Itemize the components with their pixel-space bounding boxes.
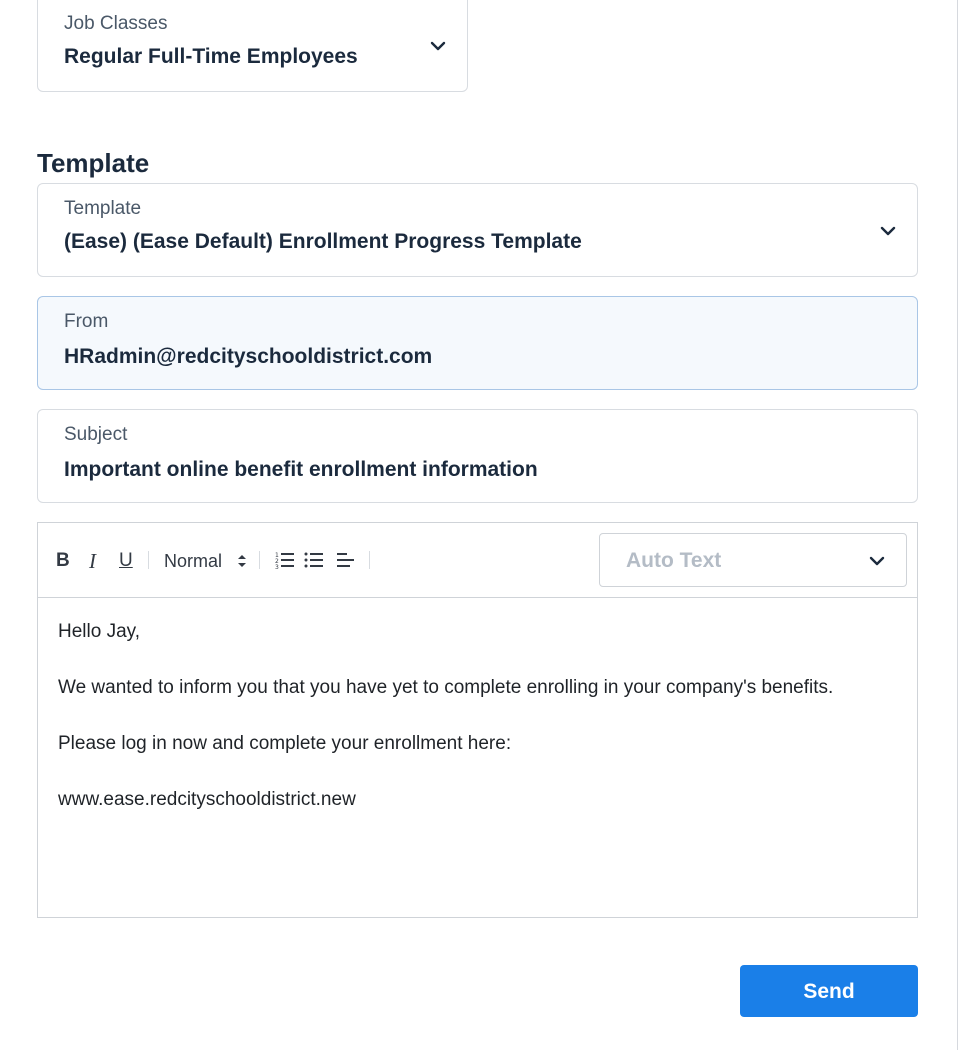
job-classes-value: Regular Full-Time Employees [64,45,358,68]
email-line: We wanted to inform you that you have yet to complete enrolling in your company's benefits. [58,677,834,698]
bullet-list-icon[interactable] [304,551,324,569]
job-classes-label: Job Classes [64,13,168,34]
svg-text:1: 1 [275,552,279,559]
auto-text-placeholder: Auto Text [626,549,722,572]
email-greeting: Hello Jay, [58,621,141,642]
chevron-down-icon [868,555,886,567]
subject-field[interactable] [37,409,918,503]
message-editor [37,522,918,918]
toolbar-separator [369,551,370,569]
toolbar-separator [148,551,149,569]
editor-toolbar [38,523,917,598]
template-section-title: Template [37,148,150,178]
svg-text:2: 2 [275,558,279,565]
email-link[interactable]: www.ease.redcityschooldistrict.new [58,789,356,810]
template-label: Template [64,198,142,219]
from-label: From [64,311,109,332]
format-select[interactable] [164,549,222,573]
ordered-list-icon[interactable] [275,551,295,569]
email-line: Please log in now and complete your enrollment here: [58,733,512,754]
bold-button[interactable]: B [56,550,70,571]
underline-button[interactable]: U [119,550,133,571]
italic-button[interactable]: I [89,549,96,573]
chevron-down-icon [879,225,897,237]
toolbar-separator [259,551,260,569]
sort-arrows-icon [237,554,247,568]
from-field[interactable] [37,296,918,390]
align-left-icon[interactable] [336,551,356,569]
from-value[interactable]: HRadmin@redcityschooldistrict.com [64,345,433,368]
auto-text-select[interactable] [599,533,907,587]
panel-divider [957,0,958,1050]
send-button[interactable]: Send [740,965,918,1017]
svg-text:3: 3 [275,564,279,569]
template-select[interactable] [37,183,918,277]
job-classes-select[interactable] [37,0,468,92]
format-select-label: Normal [164,551,223,571]
subject-value[interactable]: Important online benefit enrollment information [64,458,538,481]
subject-label: Subject [64,424,128,445]
chevron-down-icon [429,40,447,52]
template-value: (Ease) (Ease Default) Enrollment Progress Template [64,230,582,253]
